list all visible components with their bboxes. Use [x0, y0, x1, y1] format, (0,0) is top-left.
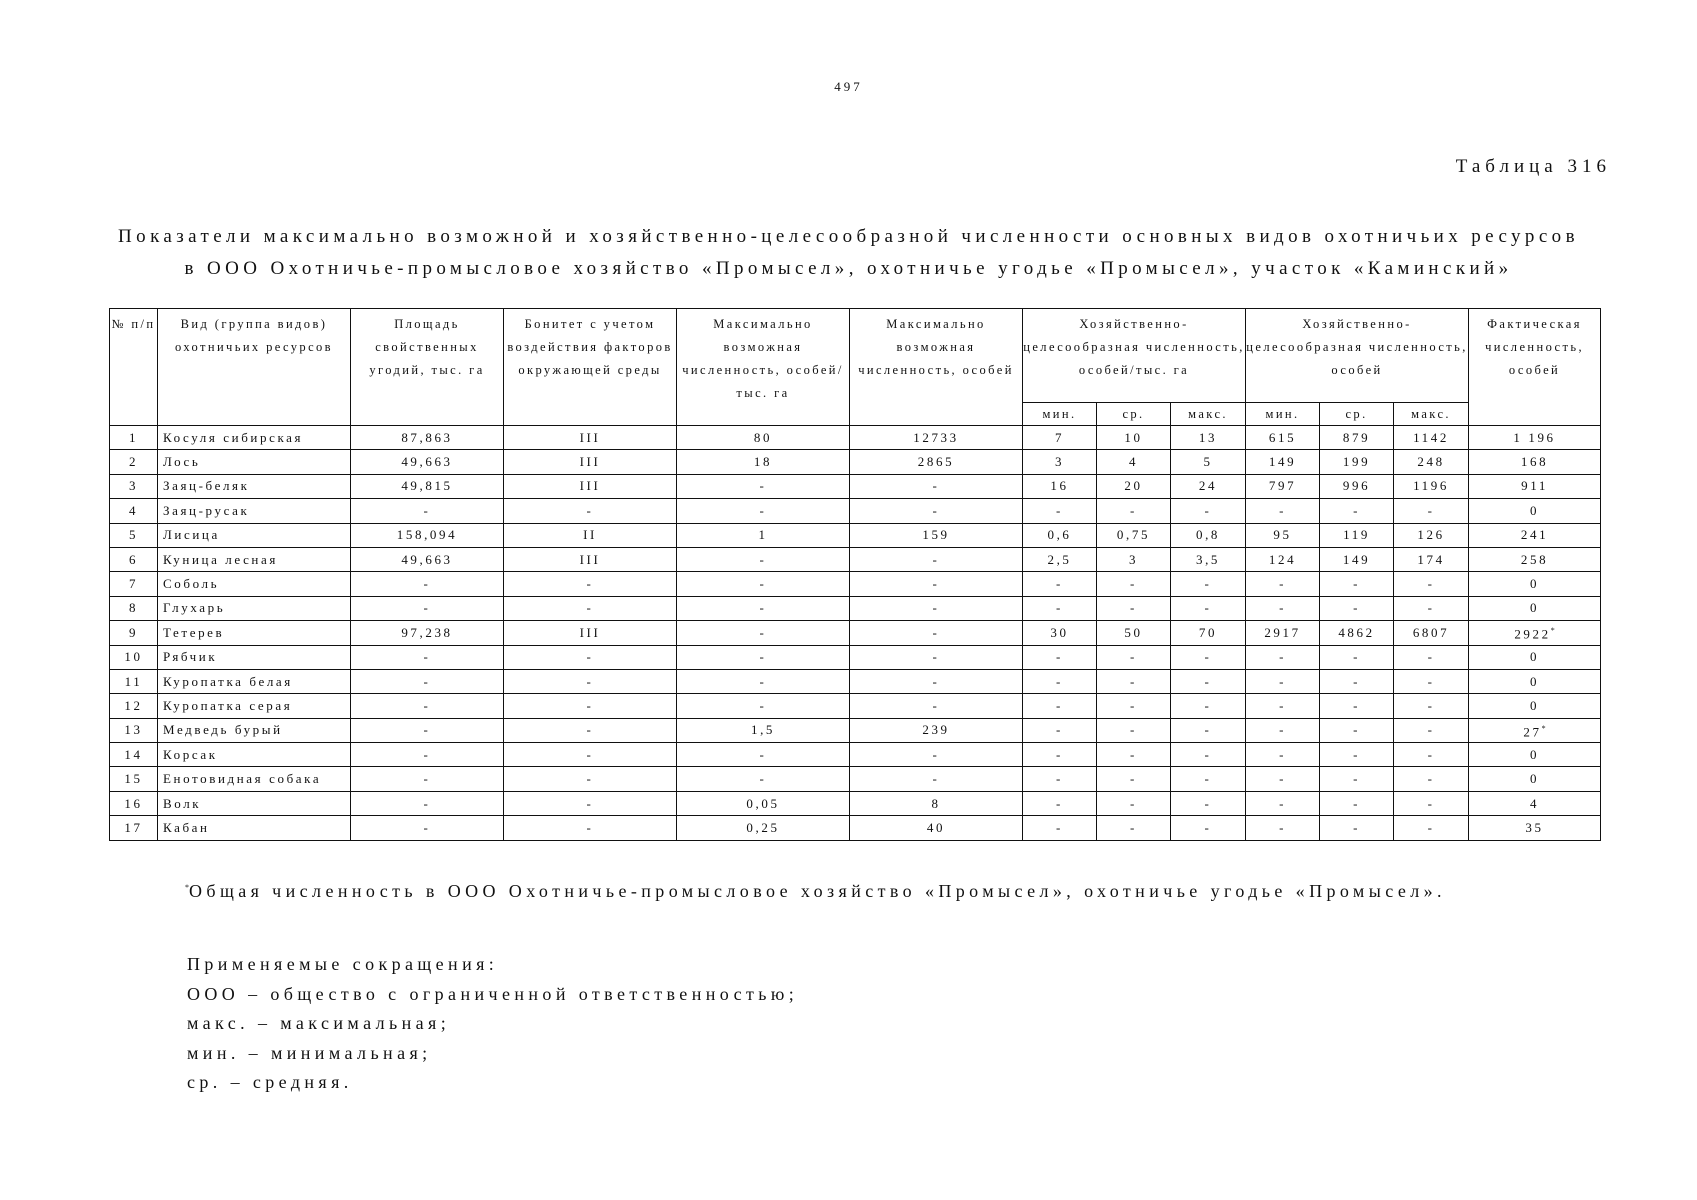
- max-density-value: -: [677, 572, 850, 596]
- density-avg-value: -: [1097, 791, 1171, 815]
- header-econ-count: Хозяйственно-целесообразная численность, особей: [1246, 309, 1469, 403]
- abbreviation-item: ООО – общество с ограниченной ответственностью;: [187, 983, 799, 1004]
- area-value: 49,663: [351, 547, 504, 571]
- area-value: 49,663: [351, 450, 504, 474]
- actual-count-value: [1469, 499, 1601, 523]
- count-max-value: -: [1394, 572, 1469, 596]
- bonitet-value: -: [504, 767, 677, 791]
- density-max-value: -: [1171, 816, 1246, 840]
- species-name: Лисица: [158, 523, 351, 547]
- max-count-value: 8: [850, 791, 1023, 815]
- count-min-value: -: [1246, 743, 1320, 767]
- density-min-value: 16: [1023, 474, 1097, 498]
- bonitet-value: -: [504, 816, 677, 840]
- count-max-value: -: [1394, 816, 1469, 840]
- actual-count-text: 1 196: [1513, 429, 1556, 445]
- max-count-value: 2865: [850, 450, 1023, 474]
- count-avg-value: -: [1320, 669, 1394, 693]
- count-max-value: -: [1394, 669, 1469, 693]
- header-num: № п/п: [110, 309, 158, 426]
- count-min-value: 95: [1246, 523, 1320, 547]
- max-density-value: 18: [677, 450, 850, 474]
- count-avg-value: -: [1320, 596, 1394, 620]
- density-min-value: -: [1023, 669, 1097, 693]
- footnote-mark: *: [185, 883, 189, 892]
- density-max-value: 24: [1171, 474, 1246, 498]
- density-min-value: -: [1023, 694, 1097, 718]
- footnote-mark: *: [1541, 723, 1546, 733]
- count-min-value: 149: [1246, 450, 1320, 474]
- row-number: 15: [110, 767, 158, 791]
- species-name: Заяц-беляк: [158, 474, 351, 498]
- actual-count-text: 911: [1521, 478, 1548, 494]
- actual-count-text: 0: [1529, 576, 1540, 592]
- count-min-value: -: [1246, 694, 1320, 718]
- density-max-value: -: [1171, 767, 1246, 791]
- density-max-value: 3,5: [1171, 547, 1246, 571]
- area-value: -: [351, 669, 504, 693]
- table-row: [110, 547, 1601, 571]
- bonitet-value: -: [504, 499, 677, 523]
- species-name: Куница лесная: [158, 547, 351, 571]
- actual-count-text: 0: [1529, 600, 1540, 616]
- actual-count-value: [1469, 621, 1601, 645]
- count-avg-value: -: [1320, 816, 1394, 840]
- area-value: -: [351, 743, 504, 767]
- table-header: [110, 309, 1601, 426]
- bonitet-value: III: [504, 450, 677, 474]
- density-avg-value: -: [1097, 694, 1171, 718]
- table-row: [110, 596, 1601, 620]
- header-max-count: Максимально возможная численность, особей: [850, 309, 1023, 426]
- count-min-value: 615: [1246, 426, 1320, 450]
- row-number: 14: [110, 743, 158, 767]
- actual-count-value: [1469, 669, 1601, 693]
- species-name: Соболь: [158, 572, 351, 596]
- actual-count-text: 0: [1529, 746, 1540, 762]
- count-max-value: 174: [1394, 547, 1469, 571]
- count-min-value: 797: [1246, 474, 1320, 498]
- table-row: [110, 743, 1601, 767]
- species-name: Заяц-русак: [158, 499, 351, 523]
- max-density-value: -: [677, 645, 850, 669]
- area-value: -: [351, 816, 504, 840]
- density-avg-value: -: [1097, 767, 1171, 791]
- actual-count-value: [1469, 523, 1601, 547]
- species-name: Тетерев: [158, 621, 351, 645]
- area-value: -: [351, 767, 504, 791]
- count-max-value: 248: [1394, 450, 1469, 474]
- max-count-value: -: [850, 743, 1023, 767]
- density-min-value: 3: [1023, 450, 1097, 474]
- actual-count-text: 0: [1529, 502, 1540, 518]
- max-density-value: 0,05: [677, 791, 850, 815]
- count-avg-value: 879: [1320, 426, 1394, 450]
- max-count-value: -: [850, 694, 1023, 718]
- max-density-value: -: [677, 499, 850, 523]
- count-min-value: -: [1246, 669, 1320, 693]
- density-max-value: -: [1171, 718, 1246, 742]
- density-avg-value: -: [1097, 596, 1171, 620]
- header-species: Вид (группа видов) охотничьих ресурсов: [158, 309, 351, 426]
- density-min-value: -: [1023, 645, 1097, 669]
- footnote-text: Общая численность в ООО Охотничье-промысловое хозяйство «Промысел», охотничье угодье «Промысел».: [189, 881, 1446, 901]
- actual-count-text: 0: [1529, 771, 1540, 787]
- species-name: Рябчик: [158, 645, 351, 669]
- actual-count-value: [1469, 450, 1601, 474]
- abbreviations: [187, 950, 798, 1098]
- bonitet-value: -: [504, 645, 677, 669]
- density-min-value: -: [1023, 767, 1097, 791]
- table-row: [110, 450, 1601, 474]
- table-title: [70, 221, 1627, 285]
- bonitet-value: III: [504, 474, 677, 498]
- bonitet-value: -: [504, 791, 677, 815]
- max-density-value: -: [677, 743, 850, 767]
- count-min-value: -: [1246, 718, 1320, 742]
- density-min-value: 2,5: [1023, 547, 1097, 571]
- density-avg-value: -: [1097, 718, 1171, 742]
- table-row: [110, 791, 1601, 815]
- density-max-value: -: [1171, 572, 1246, 596]
- species-name: Глухарь: [158, 596, 351, 620]
- abbreviation-item: макс. – максимальная;: [187, 1013, 451, 1033]
- density-min-value: -: [1023, 718, 1097, 742]
- density-min-value: 0,6: [1023, 523, 1097, 547]
- row-number: 7: [110, 572, 158, 596]
- actual-count-text: 0: [1529, 673, 1540, 689]
- header-area: Площадь свойственных угодий, тыс. га: [351, 309, 504, 426]
- area-value: -: [351, 791, 504, 815]
- area-value: -: [351, 572, 504, 596]
- table-row: [110, 523, 1601, 547]
- actual-count-value: [1469, 596, 1601, 620]
- density-avg-value: -: [1097, 669, 1171, 693]
- max-count-value: 159: [850, 523, 1023, 547]
- density-min-value: -: [1023, 816, 1097, 840]
- header-density-avg: ср.: [1097, 403, 1171, 426]
- actual-count-text: 4: [1529, 795, 1540, 811]
- density-avg-value: 0,75: [1097, 523, 1171, 547]
- density-max-value: -: [1171, 596, 1246, 620]
- count-max-value: -: [1394, 499, 1469, 523]
- row-number: 16: [110, 791, 158, 815]
- max-count-value: -: [850, 767, 1023, 791]
- max-count-value: 12733: [850, 426, 1023, 450]
- max-count-value: -: [850, 499, 1023, 523]
- max-density-value: 0,25: [677, 816, 850, 840]
- header-density-max: макс.: [1171, 403, 1246, 426]
- max-density-value: 1: [677, 523, 850, 547]
- title-line-1: Показатели максимально возможной и хозяйственно-целесообразной численности основных видов охотничьих ресурсов: [118, 226, 1579, 247]
- row-number: 13: [110, 718, 158, 742]
- density-avg-value: -: [1097, 743, 1171, 767]
- actual-count-text: 241: [1520, 527, 1549, 543]
- density-avg-value: 20: [1097, 474, 1171, 498]
- actual-count-text: 0: [1529, 697, 1540, 713]
- density-avg-value: -: [1097, 816, 1171, 840]
- density-max-value: -: [1171, 743, 1246, 767]
- count-min-value: -: [1246, 572, 1320, 596]
- count-max-value: -: [1394, 767, 1469, 791]
- max-count-value: -: [850, 645, 1023, 669]
- header-bonitet: Бонитет с учетом воздействия факторов окружающей среды: [504, 309, 677, 426]
- area-value: -: [351, 499, 504, 523]
- density-avg-value: 4: [1097, 450, 1171, 474]
- row-number: 12: [110, 694, 158, 718]
- count-avg-value: 996: [1320, 474, 1394, 498]
- area-value: 97,238: [351, 621, 504, 645]
- actual-count-text: 258: [1520, 551, 1549, 567]
- table-row: [110, 645, 1601, 669]
- table-row: [110, 426, 1601, 450]
- density-min-value: -: [1023, 791, 1097, 815]
- count-avg-value: 199: [1320, 450, 1394, 474]
- bonitet-value: III: [504, 547, 677, 571]
- footnote-mark: *: [1550, 626, 1555, 636]
- table-row: [110, 669, 1601, 693]
- max-count-value: -: [850, 572, 1023, 596]
- density-avg-value: 10: [1097, 426, 1171, 450]
- count-avg-value: -: [1320, 743, 1394, 767]
- count-avg-value: -: [1320, 694, 1394, 718]
- species-name: Кабан: [158, 816, 351, 840]
- header-count-max: макс.: [1394, 403, 1469, 426]
- density-avg-value: -: [1097, 499, 1171, 523]
- table-row: [110, 474, 1601, 498]
- count-max-value: -: [1394, 791, 1469, 815]
- count-max-value: -: [1394, 718, 1469, 742]
- count-max-value: -: [1394, 645, 1469, 669]
- row-number: 8: [110, 596, 158, 620]
- data-table: [109, 308, 1601, 841]
- species-name: Волк: [158, 791, 351, 815]
- density-max-value: -: [1171, 645, 1246, 669]
- count-max-value: 1196: [1394, 474, 1469, 498]
- max-count-value: -: [850, 621, 1023, 645]
- density-min-value: -: [1023, 572, 1097, 596]
- actual-count-text: 2922: [1514, 626, 1551, 642]
- density-avg-value: -: [1097, 572, 1171, 596]
- table-row: [110, 718, 1601, 742]
- density-min-value: -: [1023, 499, 1097, 523]
- header-actual: Фактическая численность, особей: [1469, 309, 1601, 426]
- bonitet-value: II: [504, 523, 677, 547]
- header-max-density: Максимально возможная численность, особей/тыс. га: [677, 309, 850, 426]
- count-max-value: -: [1394, 743, 1469, 767]
- actual-count-text: 35: [1525, 819, 1544, 835]
- density-max-value: -: [1171, 694, 1246, 718]
- max-density-value: -: [677, 621, 850, 645]
- density-min-value: 30: [1023, 621, 1097, 645]
- count-max-value: 6807: [1394, 621, 1469, 645]
- bonitet-value: -: [504, 596, 677, 620]
- max-density-value: 80: [677, 426, 850, 450]
- actual-count-value: [1469, 791, 1601, 815]
- count-avg-value: -: [1320, 791, 1394, 815]
- table-row: [110, 694, 1601, 718]
- bonitet-value: -: [504, 572, 677, 596]
- bonitet-value: -: [504, 694, 677, 718]
- area-value: 158,094: [351, 523, 504, 547]
- title-line-2: в ООО Охотничье-промысловое хозяйство «Промысел», охотничье угодье «Промысел», участок «Каминский»: [184, 258, 1513, 279]
- bonitet-value: III: [504, 426, 677, 450]
- max-density-value: -: [677, 596, 850, 620]
- header-count-avg: ср.: [1320, 403, 1394, 426]
- header-econ-density: Хозяйственно-целесообразная численность, особей/тыс. га: [1023, 309, 1246, 403]
- bonitet-value: III: [504, 621, 677, 645]
- density-min-value: 7: [1023, 426, 1097, 450]
- abbreviations-heading: Применяемые сокращения:: [187, 954, 499, 974]
- species-name: Куропатка белая: [158, 669, 351, 693]
- count-max-value: -: [1394, 596, 1469, 620]
- density-max-value: -: [1171, 669, 1246, 693]
- density-max-value: -: [1171, 499, 1246, 523]
- density-avg-value: 50: [1097, 621, 1171, 645]
- max-count-value: 239: [850, 718, 1023, 742]
- count-max-value: -: [1394, 694, 1469, 718]
- count-max-value: 126: [1394, 523, 1469, 547]
- abbreviation-item: ср. – средняя.: [187, 1072, 353, 1092]
- row-number: 9: [110, 621, 158, 645]
- max-count-value: -: [850, 474, 1023, 498]
- count-min-value: 124: [1246, 547, 1320, 571]
- actual-count-value: [1469, 645, 1601, 669]
- count-min-value: -: [1246, 791, 1320, 815]
- row-number: 3: [110, 474, 158, 498]
- count-min-value: 2917: [1246, 621, 1320, 645]
- count-avg-value: -: [1320, 572, 1394, 596]
- bonitet-value: -: [504, 743, 677, 767]
- count-avg-value: 149: [1320, 547, 1394, 571]
- count-min-value: -: [1246, 499, 1320, 523]
- count-avg-value: 4862: [1320, 621, 1394, 645]
- density-min-value: -: [1023, 596, 1097, 620]
- density-max-value: 70: [1171, 621, 1246, 645]
- max-count-value: -: [850, 596, 1023, 620]
- table-row: [110, 816, 1601, 840]
- actual-count-value: [1469, 816, 1601, 840]
- row-number: 11: [110, 669, 158, 693]
- max-count-value: -: [850, 669, 1023, 693]
- max-density-value: -: [677, 694, 850, 718]
- max-density-value: -: [677, 767, 850, 791]
- header-density-min: мин.: [1023, 403, 1097, 426]
- density-min-value: -: [1023, 743, 1097, 767]
- count-avg-value: -: [1320, 718, 1394, 742]
- max-count-value: 40: [850, 816, 1023, 840]
- species-name: Косуля сибирская: [158, 426, 351, 450]
- header-count-min: мин.: [1246, 403, 1320, 426]
- species-name: Корсак: [158, 743, 351, 767]
- row-number: 17: [110, 816, 158, 840]
- density-avg-value: -: [1097, 645, 1171, 669]
- density-max-value: -: [1171, 791, 1246, 815]
- count-avg-value: -: [1320, 645, 1394, 669]
- actual-count-text: 27: [1523, 724, 1542, 740]
- table-row: [110, 499, 1601, 523]
- species-name: Лось: [158, 450, 351, 474]
- area-value: -: [351, 645, 504, 669]
- actual-count-text: 168: [1520, 454, 1549, 470]
- max-density-value: 1,5: [677, 718, 850, 742]
- count-min-value: -: [1246, 816, 1320, 840]
- area-value: 49,815: [351, 474, 504, 498]
- density-max-value: 0,8: [1171, 523, 1246, 547]
- density-max-value: 5: [1171, 450, 1246, 474]
- row-number: 2: [110, 450, 158, 474]
- area-value: 87,863: [351, 426, 504, 450]
- max-density-value: -: [677, 669, 850, 693]
- area-value: -: [351, 596, 504, 620]
- count-min-value: -: [1246, 767, 1320, 791]
- actual-count-value: [1469, 426, 1601, 450]
- row-number: 6: [110, 547, 158, 571]
- bonitet-value: -: [504, 669, 677, 693]
- table-label: Таблица 316: [1455, 156, 1611, 177]
- species-name: Куропатка серая: [158, 694, 351, 718]
- count-max-value: 1142: [1394, 426, 1469, 450]
- max-count-value: -: [850, 547, 1023, 571]
- row-number: 10: [110, 645, 158, 669]
- count-min-value: -: [1246, 596, 1320, 620]
- max-density-value: -: [677, 474, 850, 498]
- actual-count-value: [1469, 474, 1601, 498]
- species-name: Медведь бурый: [158, 718, 351, 742]
- count-avg-value: -: [1320, 767, 1394, 791]
- actual-count-value: [1469, 718, 1601, 742]
- footnote: [185, 881, 1446, 902]
- species-name: Енотовидная собака: [158, 767, 351, 791]
- bonitet-value: -: [504, 718, 677, 742]
- area-value: -: [351, 718, 504, 742]
- row-number: 1: [110, 426, 158, 450]
- actual-count-value: [1469, 572, 1601, 596]
- max-density-value: -: [677, 547, 850, 571]
- row-number: 5: [110, 523, 158, 547]
- table-row: [110, 572, 1601, 596]
- table-row: [110, 621, 1601, 645]
- page-number: 497: [834, 79, 863, 94]
- abbreviation-item: мин. – минимальная;: [187, 1042, 432, 1063]
- density-max-value: 13: [1171, 426, 1246, 450]
- actual-count-text: 0: [1529, 649, 1540, 665]
- actual-count-value: [1469, 743, 1601, 767]
- area-value: -: [351, 694, 504, 718]
- row-number: 4: [110, 499, 158, 523]
- count-avg-value: 119: [1320, 523, 1394, 547]
- actual-count-value: [1469, 547, 1601, 571]
- actual-count-value: [1469, 694, 1601, 718]
- table-row: [110, 767, 1601, 791]
- table-body: [110, 426, 1601, 841]
- count-min-value: -: [1246, 645, 1320, 669]
- density-avg-value: 3: [1097, 547, 1171, 571]
- count-avg-value: -: [1320, 499, 1394, 523]
- actual-count-value: [1469, 767, 1601, 791]
